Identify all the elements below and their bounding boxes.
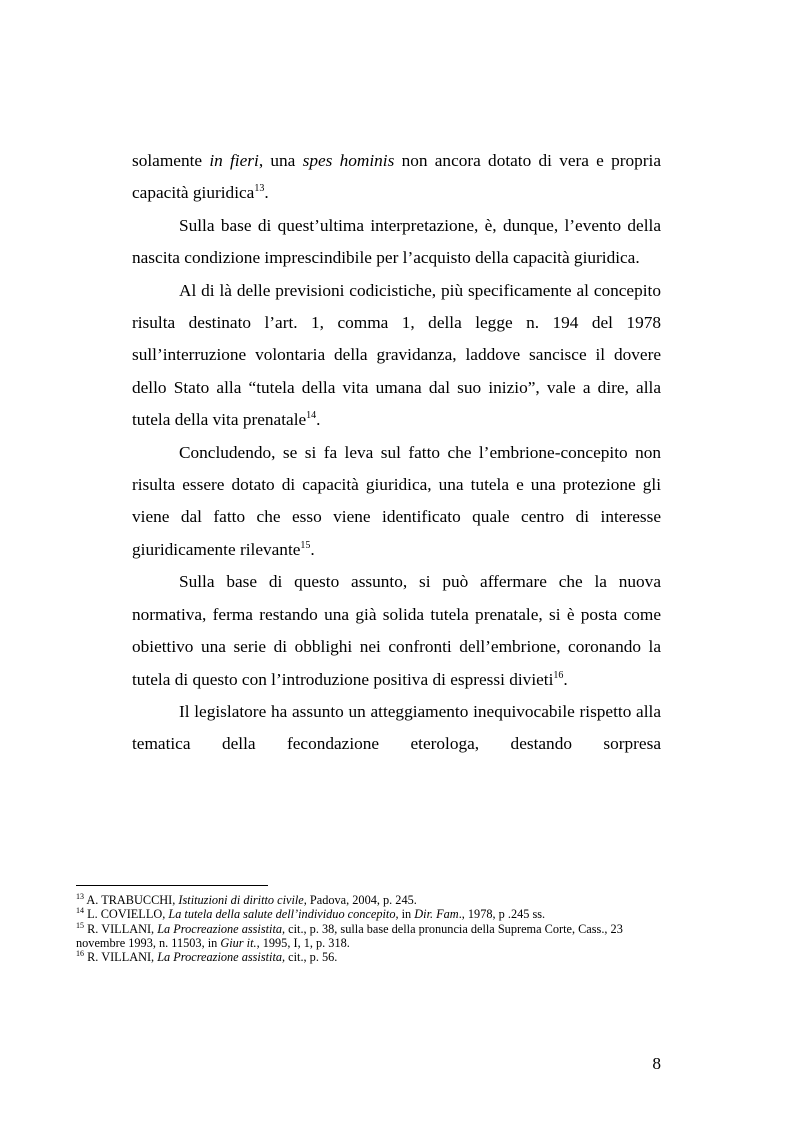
footnote-ref-13: 13 — [254, 183, 265, 195]
footnote-number: 16 — [76, 949, 84, 959]
paragraph-2 — [132, 210, 661, 275]
footnote-text: L. COVIELLO, — [84, 907, 169, 922]
footnote-13 — [76, 893, 662, 907]
footnote-text: R. VILLANI, — [84, 950, 158, 965]
paragraph-text: . — [563, 669, 568, 689]
footnote-title: Istituzioni di diritto civile, — [178, 893, 307, 907]
paragraph-text: , una — [258, 151, 303, 170]
paragraph-1 — [132, 145, 661, 210]
paragraph-text: Al di là delle previsioni codicistiche, più specificamente al concepito risulta destinato l’art. 1, comma 1, della legge n. 194 del 1978 sull’interruzione volontaria della gravidanza, laddove sancisce il dovere dello Stato alla “tutela della vita umana dal suo inizio”, vale a dire, alla tutela della vita prenatale — [132, 280, 661, 430]
footnote-ref-14: 14 — [306, 410, 317, 422]
italic-term: in fieri — [209, 151, 259, 170]
footnote-text: ., 1978, p .245 ss. — [458, 907, 546, 922]
footnote-text: cit., p. 56. — [285, 950, 338, 965]
paragraph-text: non ancora dotato di vera e propria capacità giuridica — [132, 151, 661, 203]
main-text — [132, 145, 661, 761]
page-number: 8 — [652, 1054, 661, 1073]
footnote-text: cit., p. 38, sulla base della pronuncia della Suprema Corte, Cass., 23 novembre 1993, n. 11503, in — [76, 921, 623, 950]
footnote-title: La tutela della salute dell’individuo concepito, — [168, 907, 399, 922]
footnote-text: in — [398, 907, 415, 922]
paragraph-text: . — [310, 539, 315, 559]
paragraph-3 — [132, 275, 661, 437]
footnote-text: 1995, I, 1, p. 318. — [259, 935, 350, 950]
paragraph-6 — [132, 696, 661, 761]
footnote-text: Padova, 2004, p. 245. — [306, 893, 417, 907]
footnote-15 — [76, 922, 662, 951]
footnote-16 — [76, 950, 662, 964]
footnote-number: 14 — [76, 906, 84, 916]
footnote-separator — [76, 885, 268, 886]
paragraph-text: Il legislatore ha assunto un atteggiamento inequivocabile rispetto alla tematica della fecondazione eterologa, destando sorpresa — [132, 701, 661, 754]
footnote-journal: Giur it., — [220, 935, 260, 950]
paragraph-5 — [132, 566, 661, 696]
footnote-ref-16: 16 — [553, 669, 564, 681]
paragraph-text: . — [316, 410, 321, 430]
italic-term: spes hominis — [302, 151, 395, 170]
paragraph-text: Concludendo, se si fa leva sul fatto che l’embrione-concepito non risulta essere dotato di capacità giuridica, una tutela e una protezione gli viene dal fatto che esso viene identificato quale centro di interesse giuridicamente rilevante — [132, 442, 661, 559]
footnote-ref-15: 15 — [300, 539, 311, 551]
footnote-number: 15 — [76, 920, 84, 930]
paragraph-text: Sulla base di quest’ultima interpretazione, è, dunque, l’evento della nascita condizione imprescindibile per l’acquisto della capacità giuridica. — [132, 215, 661, 268]
paragraph-text: . — [264, 183, 269, 203]
footnote-number: 13 — [76, 892, 84, 901]
paragraph-text: Sulla base di questo assunto, si può affermare che la nuova normativa, ferma restando una già solida tutela prenatale, si è posta come obiettivo una serie di obblighi nei confronti dell’embrione, coronando la tutela di questo con l’introduzione positiva di espressi divieti — [132, 572, 661, 689]
footnote-text: R. VILLANI, — [84, 921, 158, 936]
footnote-text: A. TRABUCCHI, — [84, 893, 179, 907]
footnote-journal: Dir. Fam — [414, 907, 459, 922]
footnote-title: La Procreazione assistita, — [157, 950, 286, 965]
footnote-14 — [76, 907, 662, 921]
paragraph-4 — [132, 437, 661, 567]
footnotes — [76, 893, 662, 964]
footnote-title: La Procreazione assistita, — [157, 921, 286, 936]
paragraph-text: solamente — [132, 151, 210, 170]
